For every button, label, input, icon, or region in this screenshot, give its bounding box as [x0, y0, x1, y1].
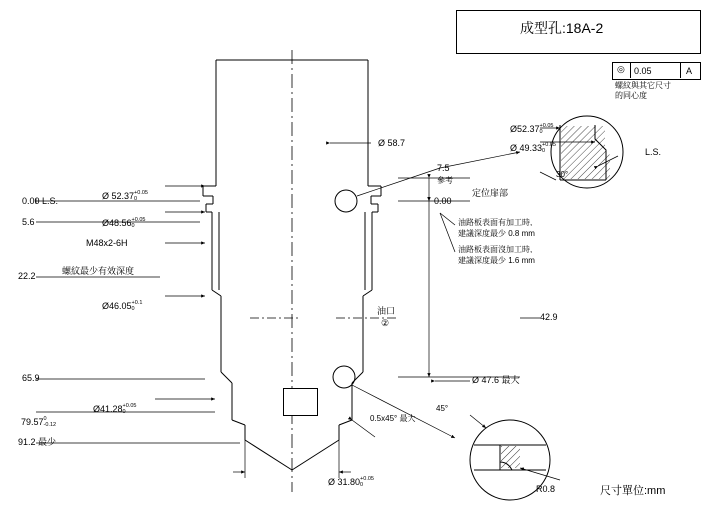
detail-ls-angle: 30°: [556, 170, 569, 179]
note1-line2: 建議深度最少 0.8 mm: [458, 229, 535, 238]
port-2-number: ②: [381, 318, 390, 328]
gdt-tolerance: 0.05: [634, 66, 652, 76]
detail-ls-name: L.S.: [645, 147, 662, 157]
dim-left-5: 91.2 最少: [18, 437, 57, 447]
callout-thread-depth: 螺紋最少有效深度: [62, 266, 135, 276]
note-chamfer: 0.5x45° 最大: [370, 414, 416, 423]
callout-d52-left: Ø 52.37 +0.05 0: [102, 190, 148, 202]
gdt-divider-2: [680, 62, 681, 78]
detail-ls-dim2: Ø 49.33 +0.05 0: [510, 142, 556, 154]
note1-line1: 油路板表面有加工時,: [458, 218, 533, 227]
concentricity-icon: ◎: [617, 64, 625, 74]
port-1-label-box: [283, 388, 318, 416]
note-reference: 參考: [437, 176, 453, 185]
dim-left-1: 5.6: [22, 217, 35, 227]
dim-left-3: 65.9: [22, 373, 40, 383]
port-circle-bottom: [333, 366, 355, 388]
dim-left-0: 0.00 L.S.: [22, 196, 59, 206]
callout-d58: Ø 58.7: [378, 138, 406, 148]
note-locating-face: 定位扉部: [472, 188, 509, 198]
dim-zero: 0.00: [434, 196, 452, 206]
dim-42-9: 42.9: [540, 312, 558, 322]
dim-left-4: 79.57 0 -0.12: [21, 416, 57, 428]
note2-line1: 油路板表面沒加工時,: [458, 245, 533, 254]
callout-d31: Ø 31.80 +0.05 0: [328, 476, 374, 488]
callout-thread: M48x2-6H: [86, 238, 128, 248]
note2-line2: 建議深度最少 1.6 mm: [458, 256, 535, 265]
gdt-datum: A: [686, 66, 693, 76]
detail-ls-dim1: Ø52.37 +0.05 0: [510, 123, 554, 135]
port-2-label: 油口: [377, 306, 396, 316]
gdt-note-line2: 的同心度: [615, 91, 647, 100]
gdt-note-line1: 螺紋與其它尺寸: [615, 81, 671, 90]
port-circle-top: [335, 190, 357, 212]
callout-d48: Ø48.56 +0.05 0: [102, 217, 146, 229]
detail-r-radius: R0.8: [536, 484, 556, 494]
callout-d46: Ø46.05 +0.1 0: [102, 300, 143, 312]
detail-r-angle: 45°: [436, 404, 449, 413]
gdt-divider-1: [630, 62, 631, 78]
dim-left-2: 22.2: [18, 271, 36, 281]
units-note: 尺寸單位:mm: [600, 485, 666, 497]
callout-d47: Ø 47.6 最大: [472, 375, 520, 385]
callout-d41: Ø41.28 +0.05 0: [93, 403, 137, 415]
dim-7-5: 7.5: [437, 163, 450, 173]
title-text: 成型孔:18A-2: [520, 20, 604, 36]
